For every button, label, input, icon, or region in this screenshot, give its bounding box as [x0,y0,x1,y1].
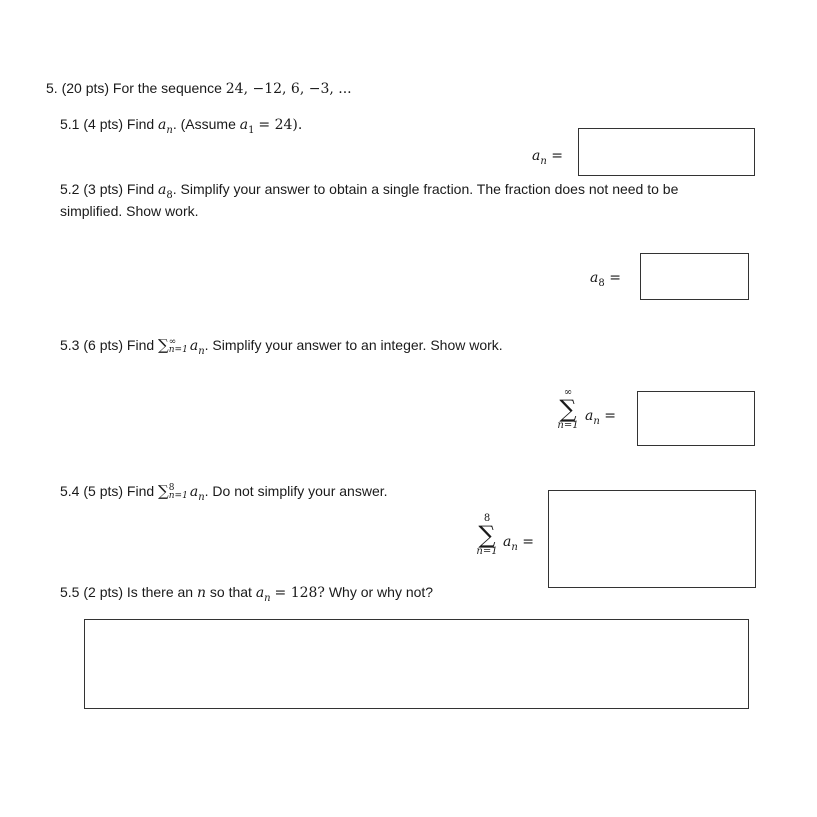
answer-label-5-1: $a_n$ = [532,148,563,167]
answer-box-5-1[interactable] [578,128,755,176]
answer-box-5-5[interactable] [84,619,749,709]
answer-box-5-3[interactable] [637,391,755,446]
sigma-inline: ∑ [158,482,169,500]
answer-label-5-2: $a_8$ = [590,270,621,289]
problem-heading: 5. (20 pts) For the sequence 24, −12, 6, −3, ... [46,80,352,97]
sequence: 24, −12, 6, −3, ... [225,81,352,97]
answer-label-5-4: $a_n$ = [503,534,534,553]
question-5-5: 5.5 (2 pts) Is there an n so that $a_n = 128$? Why or why not? [60,584,434,604]
question-5-2-cont: simplified. Show work. [60,203,199,219]
answer-label-5-3: $a_n$ = [585,408,616,427]
answer-box-5-4[interactable] [548,490,756,588]
question-5-4: 5.4 (5 pts) Find ∑ 8 n=1 $a_n$. Do not simplify your answer. [60,482,388,503]
sigma-inline: ∑ [158,336,169,354]
question-5-1: 5.1 (4 pts) Find $a_n$. (Assume $a_1 = 24$). [60,116,303,136]
sigma-block-5-3: ∞ ∑ n=1 [557,387,579,431]
answer-box-5-2[interactable] [640,253,749,300]
question-5-2: 5.2 (3 pts) Find $a_8$. Simplify your answer to obtain a single fraction. The fraction does not need to be [60,181,679,201]
question-5-3: 5.3 (6 pts) Find ∑ ∞ n=1 $a_n$. Simplify your answer to an integer. Show work. [60,336,503,357]
sigma-block-5-4: 8 ∑ n=1 [476,513,498,557]
